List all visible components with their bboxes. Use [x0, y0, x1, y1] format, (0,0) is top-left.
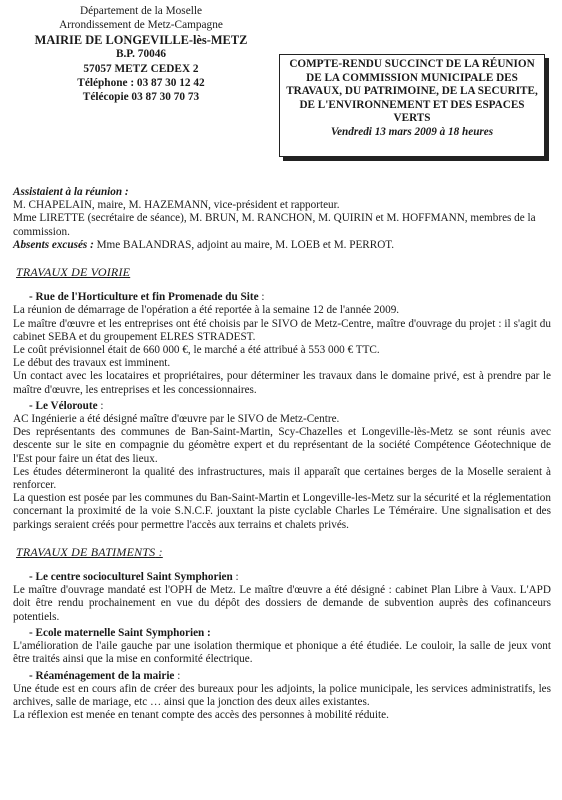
paragraph: La réunion de démarrage de l'opération a été reportée à la semaine 12 de l'année 2009.	[13, 304, 400, 317]
section-heading-batiments: TRAVAUX DE BATIMENTS :	[16, 544, 163, 559]
town-hall-name: MAIRIE DE LONGEVILLE-lès-METZ	[34, 32, 248, 47]
paragraph: Le début des travaux est imminent.	[13, 357, 171, 370]
subheading-horticulture: - Rue de l'Horticulture et fin Promenade du Site :	[29, 291, 265, 304]
paragraph: L'amélioration de l'aile gauche par une isolation thermique et phonique a été étudiée. Le couloir, la salle de jeux vont être traités ainsi que la mise en conformité électrique.	[13, 640, 551, 666]
report-title-box	[279, 54, 545, 157]
attendees-line-1: M. CHAPELAIN, maire, M. HAZEMANN, vice-président et rapporteur.	[13, 199, 340, 212]
meeting-date: Vendredi 13 mars 2009 à 18 heures	[330, 125, 494, 138]
paragraph: Un contact avec les locataires et propriétaires, pour déterminer les travaux dans le domaine privé, est à prendre par le maître d'œuvre, les entreprises et les concessionnaires.	[13, 370, 551, 396]
phone-number: Téléphone : 03 87 30 12 42	[77, 77, 205, 90]
absentees-label: Absents excusés :	[13, 238, 94, 251]
subheading-veloroute: - Le Véloroute :	[29, 399, 104, 412]
subheading-ecole-maternelle: - Ecole maternelle Saint Symphorien :	[29, 626, 211, 639]
paragraph: Des représentants des communes de Ban-Saint-Martin, Scy-Chazelles et Longeville-lès-Metz se sont réunis avec descente sur le site en compagnie du géomètre expert et du représentant de la société Compétence Géotechnique de l'Est pour faire un état des lieux.	[13, 426, 551, 465]
paragraph: Le coût prévisionnel était de 660 000 €, le marché a été attribué à 553 000 € TTC.	[13, 344, 380, 357]
organization-header	[0, 4, 282, 105]
attendees-label: Assistaient à la réunion :	[13, 186, 129, 198]
absentees	[13, 239, 551, 252]
report-title: COMPTE-RENDU SUCCINCT DE LA RÉUNION DE LA COMMISSION MUNICIPALE DES TRAVAUX, DU PATRIMOINE, DE LA SECURITE, DE L'ENVIRONNEMENT ET DES ESPACES VERTS	[286, 58, 538, 125]
postal-address: 57057 METZ CEDEX 2	[83, 62, 199, 75]
section-heading-voirie: TRAVAUX DE VOIRIE	[16, 265, 131, 280]
paragraph: Une étude est en cours afin de créer des bureaux pour les adjoints, la police municipale, les services administratifs, les archives, salle de mariage, etc … ainsi que la jonction des deux ailes existantes.	[13, 682, 551, 708]
subheading-centre-socioculturel: - Le centre socioculturel Saint Symphorien :	[29, 571, 239, 584]
po-box: B.P. 70046	[115, 48, 167, 61]
report-body	[13, 186, 551, 722]
subheading-reamenagement-mairie: - Réaménagement de la mairie :	[29, 669, 181, 682]
paragraph: AC Ingénierie a été désigné maître d'œuvre par le SIVO de Metz-Centre.	[13, 413, 340, 426]
fax-number: Télécopie 03 87 30 70 73	[82, 91, 200, 104]
district-line: Arrondissement de Metz-Campagne	[59, 19, 223, 32]
department-line: Département de la Moselle	[79, 5, 203, 17]
paragraph: Les études détermineront la qualité des infrastructures, mais il apparaît que certaines berges de la Moselle seraient à renforcer.	[13, 465, 551, 492]
paragraph: Le maître d'œuvre et les entreprises ont été choisis par le SIVO de Metz-Centre, maître d'ouvrage du projet : il s'agit du cabinet SEBA et du groupement ELRES STRADEST.	[13, 317, 551, 343]
absentees-names: Mme BALANDRAS, adjoint au maire, M. LOEB et M. PERROT.	[93, 238, 395, 251]
paragraph: La question est posée par les communes du Ban-Saint-Martin et Longeville-les-Metz sur la sécurité et la réglementation concernant la proximité de la voie S.N.C.F. jouxtant la piste cyclable Charles Le Téméraire. Une signalisation et des parkings seraient créés pour permettre l'accès aux terrains et chalets privés.	[13, 492, 551, 531]
attendees-line-2: Mme LIRETTE (secrétaire de séance), M. BRUN, M. RANCHON, M. QUIRIN et M. HOFFMANN, membres de la commission.	[13, 212, 536, 238]
paragraph: La réflexion est menée en tenant compte des accès des personnes à mobilité réduite.	[13, 709, 389, 722]
paragraph: Le maître d'ouvrage mandaté est l'OPH de Metz. Le maître d'œuvre a été désigné : cabinet Plan Libre à Vaux. L'APD doit être rendu prochainement en vue du dépôt des dossiers de demande de subvention auprès des cofinanceurs potentiels.	[13, 584, 551, 623]
